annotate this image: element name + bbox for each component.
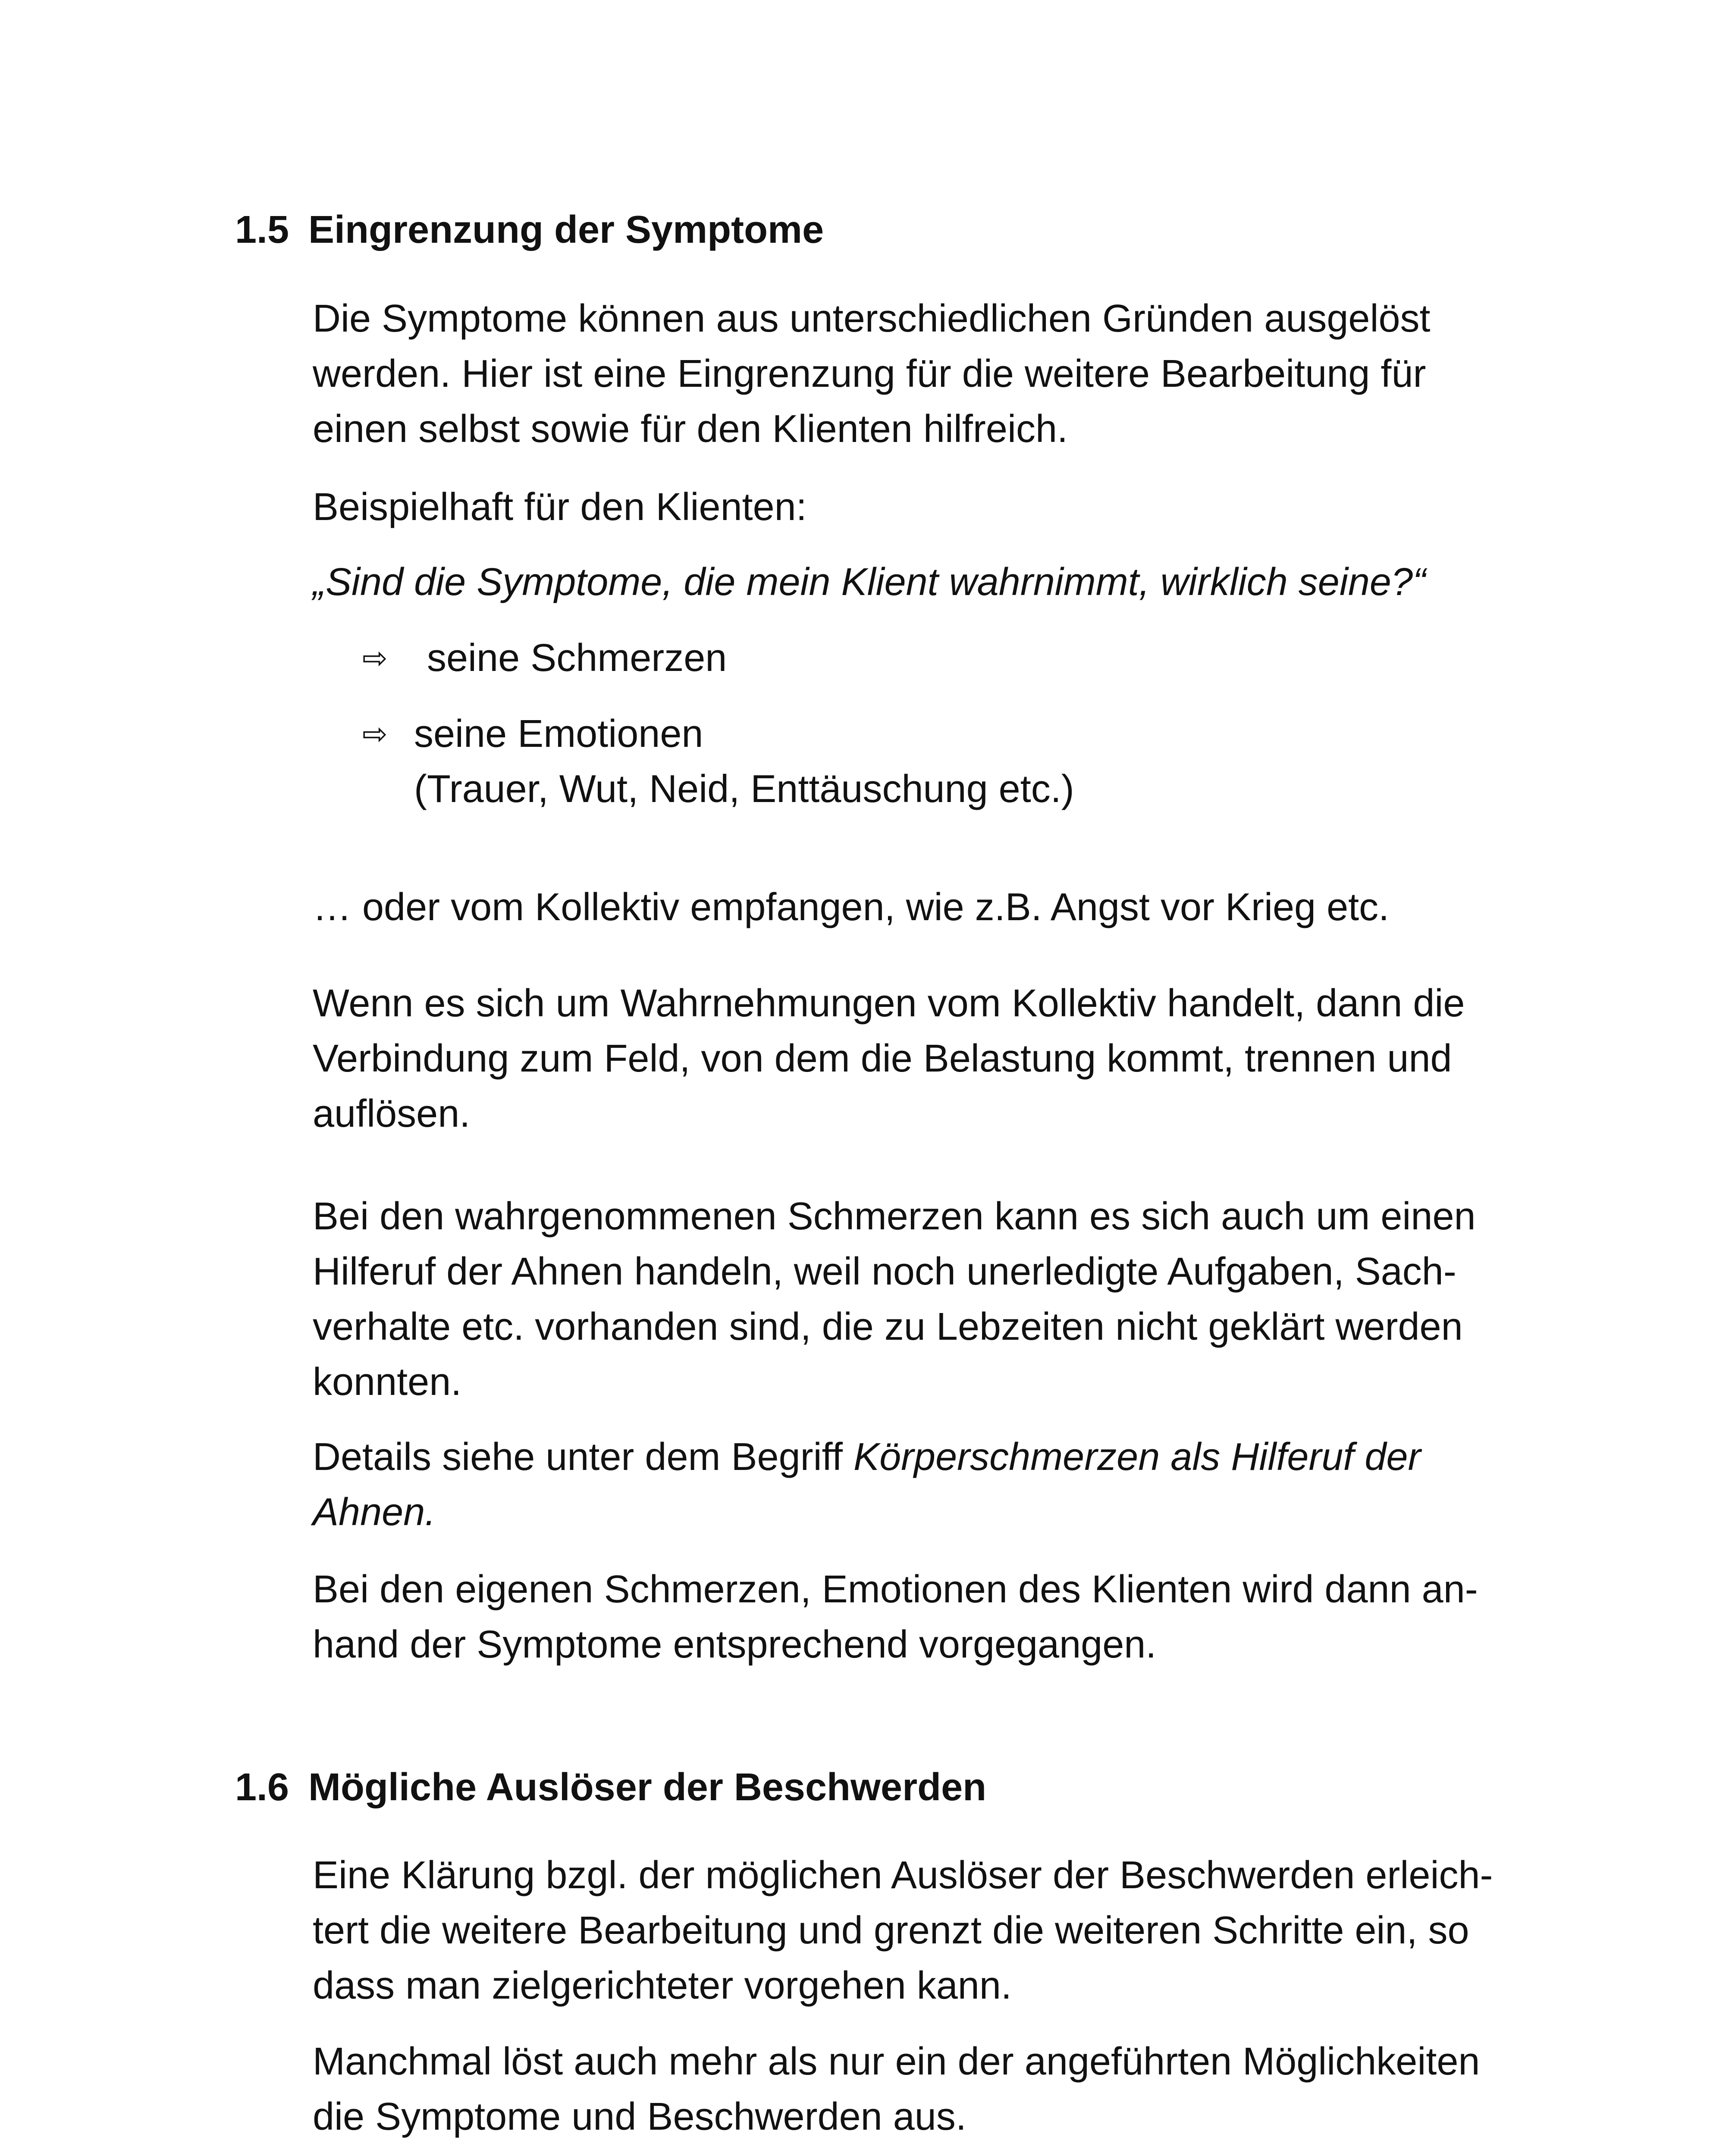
- paragraph-multiple-triggers: [313, 2034, 1563, 2144]
- arrow-right-icon: ⇨: [362, 717, 388, 751]
- text-line: Manchmal löst auch mehr als nur ein der angeführten Möglichkeiten: [313, 2040, 1480, 2083]
- section-number: 1.5: [235, 208, 289, 251]
- section-title: Mögliche Auslöser der Beschwerden: [308, 1766, 987, 1809]
- section-heading-1-5: [235, 210, 824, 249]
- text-line: hand der Symptome entsprechend vorgegangen.: [313, 1623, 1157, 1666]
- text-line: Eine Klärung bzgl. der möglichen Auslöser der Beschwerden erleich-: [313, 1854, 1493, 1897]
- paragraph-ancestors: [313, 1189, 1563, 1410]
- text-line: Bei den eigenen Schmerzen, Emotionen des Klienten wird dann an-: [313, 1568, 1478, 1611]
- paragraph-own-pain: [313, 1562, 1563, 1672]
- text-line: Ahnen.: [313, 1491, 436, 1534]
- section-heading-1-6: [235, 1768, 986, 1807]
- section-number: 1.6: [235, 1766, 289, 1809]
- details-term: Körperschmerzen als Hilferuf der: [853, 1435, 1421, 1479]
- paragraph-intro: Die Symptome können aus unterschiedlichen Gründen ausgelöst werden. Hier ist eine Eingrenzung für die weitere Bearbeitung für einen selbst sowie für den Klienten hilfreich.: [313, 297, 1431, 451]
- bullet-item-pain: [362, 630, 727, 686]
- section-title: Eingrenzung der Symptome: [308, 208, 824, 251]
- text-line: die Symptome und Beschwerden aus.: [313, 2095, 966, 2138]
- paragraph-example-label: Beispielhaft für den Klienten:: [313, 486, 807, 529]
- text-line: verhalte etc. vorhanden sind, die zu Lebzeiten nicht geklärt werden: [313, 1305, 1463, 1348]
- bullet-label-group: [414, 706, 1074, 817]
- paragraph-quote: „Sind die Symptome, die mein Klient wahrnimmt, wirklich seine?“: [313, 561, 1426, 604]
- bullet-sublabel: (Trauer, Wut, Neid, Enttäuschung etc.): [414, 768, 1074, 811]
- text-line: konnten.: [313, 1360, 462, 1404]
- text-line: Hilferuf der Ahnen handeln, weil noch unerledigte Aufgaben, Sach-: [313, 1250, 1456, 1293]
- paragraph-collective: … oder vom Kollektiv empfangen, wie z.B. Angst vor Krieg etc.: [313, 886, 1390, 929]
- bullet-label: seine Emotionen: [414, 712, 703, 755]
- bullet-item-emotions: [362, 706, 1074, 817]
- text-line: dass man zielgerichteter vorgehen kann.: [313, 1964, 1012, 2007]
- paragraph-details: [313, 1429, 1563, 1540]
- text-line: tert die weitere Bearbeitung und grenzt die weiteren Schritte ein, so: [313, 1909, 1469, 1952]
- paragraph-collective-perception: Wenn es sich um Wahrnehmungen vom Kollektiv handelt, dann die Verbindung zum Feld, von dem die Belastung kommt, trennen und auflösen.: [313, 982, 1465, 1135]
- details-prefix: Details siehe unter dem Begriff: [313, 1435, 853, 1479]
- bullet-label: seine Schmerzen: [427, 636, 727, 680]
- text-line: [313, 1429, 1563, 1485]
- paragraph-triggers: [313, 1848, 1563, 2013]
- arrow-right-icon: ⇨: [362, 641, 388, 675]
- text-line: Bei den wahrgenommenen Schmerzen kann es sich auch um einen: [313, 1195, 1476, 1238]
